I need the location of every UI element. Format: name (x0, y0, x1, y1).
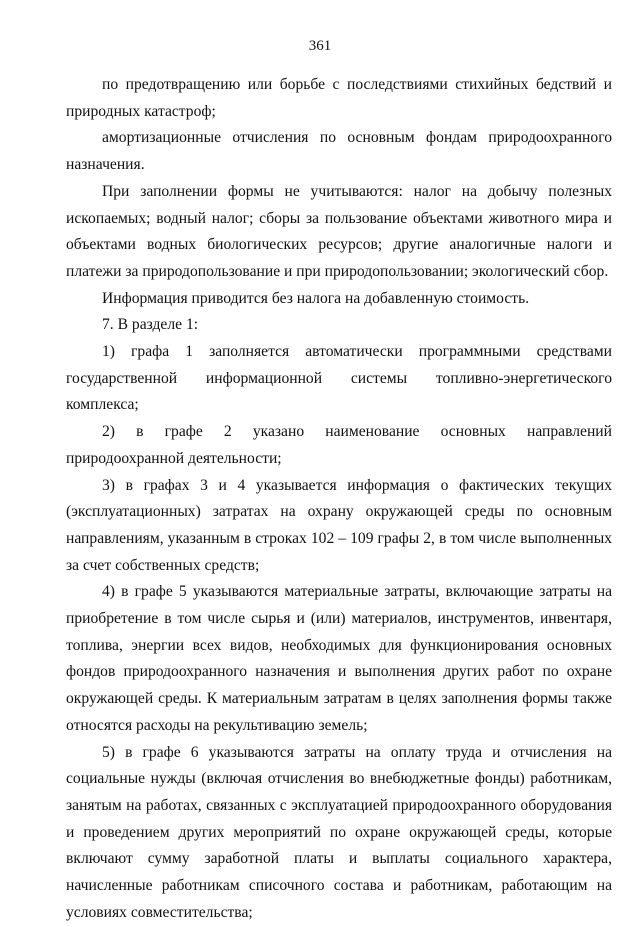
page-number: 361 (308, 38, 332, 54)
paragraph-3: При заполнении формы не учитываются: налог на добычу полезных ископаемых; водный налог; сборы за пользование объектами животного мира и объектами водных биологических ресурсов; другие аналогичные налоги и платежи за природопользование и при природопользовании; экологический сбор. (66, 182, 612, 280)
paragraph-2: амортизационные отчисления по основным фондам природоохранного назначения. (66, 129, 612, 174)
paragraph-10: 5) в графе 6 указываются затраты на оплату труда и отчисления на социальные нужды (включая отчисления во внебюджетные фонды) работникам, занятым на работах, связанных с эксплуатацией природоохранного оборудования и проведением других мероприятий по охране окружающей среды, которые включают сумму заработной платы и выплаты социального характера, начисленные работникам списочного состава и работникам, работающим на условиях совместительства; (66, 743, 612, 921)
paragraph-8: 3) в графах 3 и 4 указывается информация о фактических текущих (эксплуатационных) затратах на охрану окружающей среды по основным направлениям, указанным в строках 102 – 109 графы 2, в том числе выполненных за счет собственных средств; (66, 476, 612, 574)
paragraph-7: 2) в графе 2 указано наименование основных направлений природоохранной деятельности; (66, 423, 612, 467)
paragraph-9: 4) в графе 5 указываются материальные затраты, включающие затраты на приобретение в том числе сырья и (или) материалов, инструментов, инвентаря, топлива, энергии всех видов, необходимых для функционирования основных фондов природоохранного назначения и выполнения других работ по охране окружающей среды. К материальным затратам в целях заполнения формы также относятся расходы на рекультивацию земель; (66, 583, 612, 734)
paragraph-4: Информация приводится без налога на добавленную стоимость. (102, 289, 530, 307)
paragraph-6: 1) графа 1 заполняется автоматически программными средствами государственной информационной системы топливно-энергетического комплекса; (66, 343, 612, 414)
body-text (66, 72, 612, 927)
paragraph-5: 7. В разделе 1: (102, 316, 199, 334)
paragraph-1: по предотвращению или борьбе с последствиями стихийных бедствий и природных катастроф; (66, 76, 612, 120)
